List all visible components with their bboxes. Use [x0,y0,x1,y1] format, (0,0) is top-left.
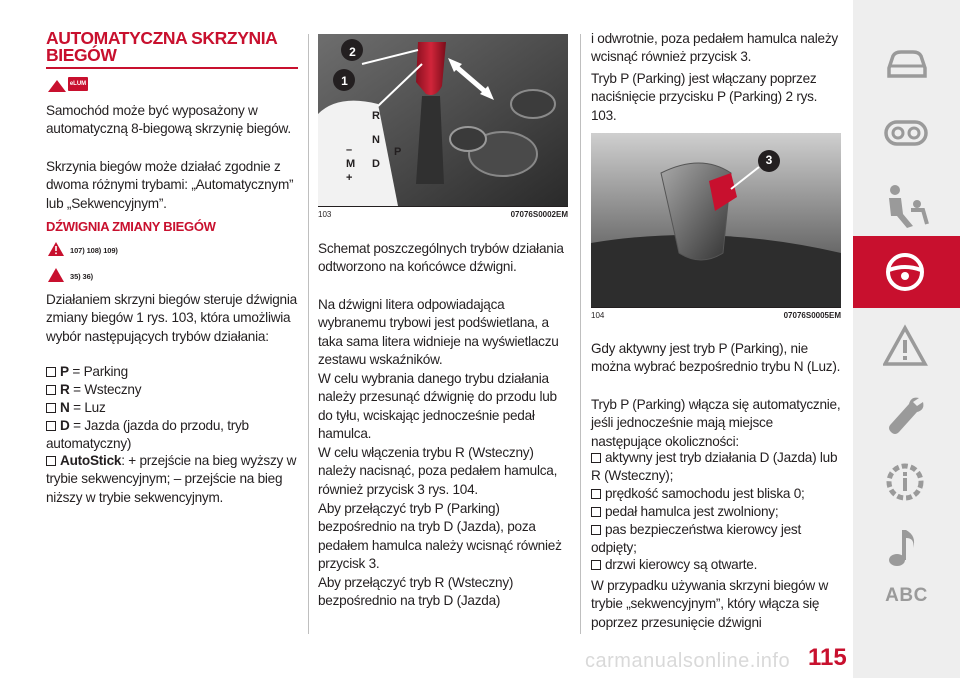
sidebar-item-technical[interactable] [853,446,960,518]
col2-paragraph-2: Na dźwigni litera odpowiadająca wybranemu trybowi jest podświetlana, a taka sama litera widnieje na wyświetlaczu zestawu wskaźników. [318,297,559,368]
column-divider [308,34,309,634]
elum-badge: eLUM [68,77,88,91]
caution-triangle-icon [48,268,64,282]
gate-plus: + [346,172,353,184]
figure-number: 103 [318,210,332,219]
col3-paragraph-1: i odwrotnie, poza pedałem hamulca należy wcisnąć również przycisk 3. [591,31,838,65]
bullet-icon [46,367,56,377]
section-title: AUTOMATYCZNA SKRZYNIA BIEGÓW [46,28,277,65]
figure-code: 07076S0002EM [510,210,568,219]
page-number: 115 [808,644,847,671]
mode-item-d: D = Jazda (jazda do przodu, tryb automatyczny) [46,418,249,452]
sidebar-item-maintenance[interactable] [853,380,960,452]
bullet-icon [46,456,56,466]
bullet-icon [591,507,601,517]
car-icon [883,44,929,84]
park-button-image [591,133,841,307]
info-gear-icon [883,460,929,506]
gate-minus: – [346,144,353,156]
figure-103 [318,34,568,206]
warning-refs-1: 107) 108) 109) [70,246,118,255]
figure-104 [591,133,841,307]
col2-paragraph-1: Schemat poszczególnych trybów działania odtworzono na końcówce dźwigni. [318,241,564,275]
steering-wheel-icon [883,250,929,294]
col2-paragraph-6: Aby przełączyć tryb R (Wsteczny) bezpośrednio na tryb D (Jazda) [318,575,514,609]
mode-item-n: N = Luz [46,399,298,417]
sidebar-item-index[interactable]: ABC [885,585,928,606]
col3-paragraph-5: W przypadku używania skrzyni biegów w trybie „sekwencyjnym”, który włącza się poprzez przesunięcie dźwigni [591,578,829,630]
bullet-icon [591,489,601,499]
figure-caption-rule [318,206,568,207]
callout-2: 2 [349,45,356,59]
figure-104-caption [591,311,841,321]
gate-n: N [372,134,380,146]
intro-paragraph-1: Samochód może być wyposażony w automatyczną 8-biegową skrzynię biegów. [46,103,291,137]
figure-103-caption [318,210,568,220]
gate-r: R [372,110,380,122]
title-underline [46,67,298,69]
column-divider [580,34,581,634]
bullet-icon [46,421,56,431]
col2-paragraph-4: W celu włączenia trybu R (Wsteczny) należy nacisnąć, poza pedałem hamulca, również przycisk 3 rys. 104. [318,445,558,497]
gate-d: D [372,158,380,170]
sidebar-item-multimedia[interactable] [853,512,960,584]
dashboard-icon [883,114,929,154]
lever-paragraph: Działaniem skrzyni biegów steruje dźwignia zmiany biegów 1 rys. 103, która umożliwia wybór następujących trybów działania: [46,292,297,344]
bullet-icon [46,385,56,395]
auto-park-item-5: drzwi kierowcy są otwarte. [591,556,841,574]
bullet-icon [591,560,601,570]
col3-paragraph-4: Tryb P (Parking) włącza się automatycznie, jeśli jednocześnie mają miejsce następujące okoliczności: [591,397,841,449]
gate-m: M [346,158,356,170]
gear-gate-diagram [332,106,412,196]
chapter-sidebar [853,0,960,678]
bullet-icon [591,525,601,535]
wrench-icon [883,394,929,438]
warning-refs-2: 35) 36) [70,272,94,281]
warning-triangle-icon [48,80,66,92]
col2-paragraph-3: W celu wybrania danego trybu działania należy przesunąć dźwignię do przodu lub do tyłu, wciskając jednocześnie pedał hamulca. [318,371,557,442]
mode-item-p: P = Parking [46,363,298,381]
subheading-lever: DŹWIGNIA ZMIANY BIEGÓW [46,219,216,234]
music-note-icon [883,526,929,572]
gate-p: P [394,146,402,158]
mode-item-autostick: AutoStick: + przejście na bieg wyższy w trybie sekwencyjnym; – przejście na bieg niższy w trybie sekwencyjnym. [46,453,297,505]
figure-number: 104 [591,311,605,320]
col2-paragraph-5: Aby przełączyć tryb P (Parking) bezpośrednio na tryb D (Jazda), poza pedałem hamulca należy wcisnąć również przycisk 3. [318,501,562,572]
figure-caption-rule [591,307,841,308]
callout-3: 3 [765,153,773,167]
bullet-icon [591,453,601,463]
sidebar-item-safety[interactable] [853,170,960,242]
auto-park-item-2: prędkość samochodu jest bliska 0; [591,485,841,503]
seatbelt-icon [883,184,929,228]
auto-park-item-1: aktywny jest tryb działania D (Jazda) lub R (Wsteczny); [591,450,838,484]
auto-park-item-4: pas bezpieczeństwa kierowcy jest odpięty; [591,522,801,556]
figure-code: 07076S0005EM [783,311,841,320]
col3-paragraph-3: Gdy aktywny jest tryb P (Parking), nie można wybrać bezpośrednio trybu N (Luz). [591,341,841,375]
col3-paragraph-2: Tryb P (Parking) jest włączany poprzez naciśnięcie przycisku P (Parking) 2 rys. 103. [591,71,818,123]
callout-1: 1 [341,74,348,88]
sidebar-item-car[interactable] [853,30,960,102]
warning-icon [883,324,929,368]
sidebar-item-driving[interactable] [853,236,960,308]
warning-triangle-icon [48,242,64,256]
auto-park-item-3: pedał hamulca jest zwolniony; [591,503,841,521]
sidebar-item-dashboard[interactable] [853,100,960,172]
mode-item-r: R = Wsteczny [46,381,298,399]
bullet-icon [46,403,56,413]
sidebar-item-warning[interactable] [853,310,960,382]
watermark: carmanualsonline.info [585,650,791,672]
intro-paragraph-2: Skrzynia biegów może działać zgodnie z dwoma różnymi trybami: „Automatycznym” lub „Sekwencyjnym”. [46,159,294,211]
